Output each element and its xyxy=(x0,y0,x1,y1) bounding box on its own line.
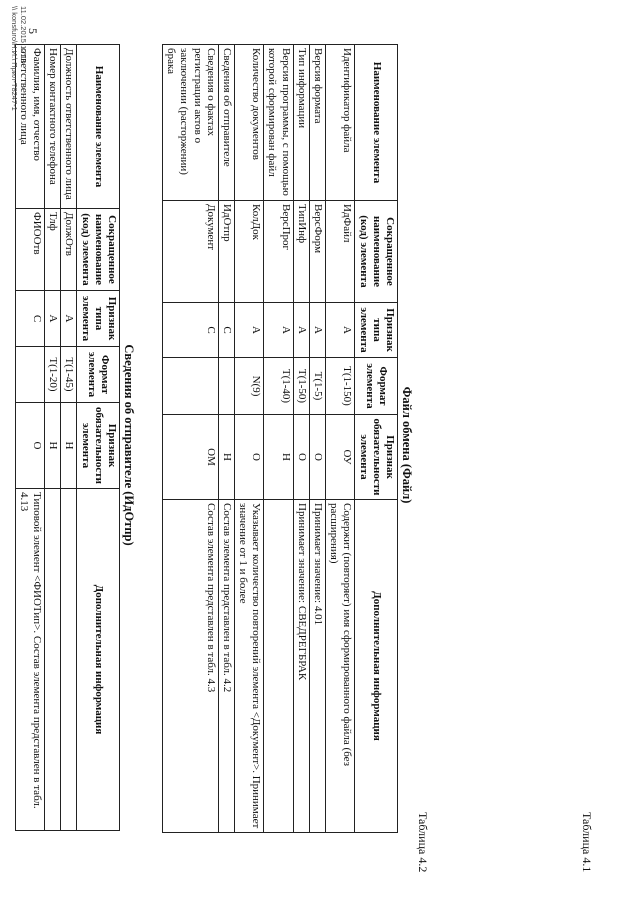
table-row xyxy=(293,45,309,833)
cell-code: ВерсПрог xyxy=(264,201,293,303)
cell-format: T(1-5) xyxy=(309,358,325,415)
cell-name: Количество документов xyxy=(234,45,263,201)
cell-info: Типовой элемент <ФИОТип>. Состав элемента представлен в табл. 4.13 xyxy=(15,489,44,831)
table-row xyxy=(326,45,355,833)
cell-info: Состав элемента представлен в табл. 4.3 xyxy=(163,500,219,833)
cell-name: Тип информации xyxy=(293,45,309,201)
cell-required: Н xyxy=(264,415,293,500)
header-name: Наименование элемента xyxy=(77,45,120,209)
table-header-row xyxy=(77,45,120,831)
table-4-1 xyxy=(162,44,398,833)
cell-info xyxy=(264,500,293,833)
cell-code: ИдОтпр xyxy=(218,201,234,303)
cell-code: ДолжОтв xyxy=(61,209,77,291)
cell-name: Должность ответственного лица xyxy=(61,45,77,209)
cell-name: Номер контактного телефона xyxy=(45,45,61,209)
header-type: Признак типа элемента xyxy=(355,303,398,358)
table-row xyxy=(15,45,44,831)
cell-info xyxy=(45,489,61,831)
cell-type: А xyxy=(309,303,325,358)
cell-required: Н xyxy=(45,403,61,489)
table-4-2-caption: Сведения об отправителе (ИдОтпр) xyxy=(122,344,136,546)
cell-name: Версия формата xyxy=(309,45,325,201)
cell-format xyxy=(218,358,234,415)
header-format: Формат элемента xyxy=(77,347,120,403)
header-code: Сокращенное наименование (код) элемента xyxy=(77,209,120,291)
cell-type: А xyxy=(293,303,309,358)
table-4-2-label: Таблица 4.2 xyxy=(416,812,430,873)
cell-required: О xyxy=(293,415,309,500)
page-number: 5 xyxy=(26,28,40,34)
table-row xyxy=(45,45,61,831)
print-footer xyxy=(10,6,28,111)
header-required: Признак обязательности элемента xyxy=(355,415,398,500)
cell-info: Принимает значение: 4.01 xyxy=(309,500,325,833)
cell-code: КолДок xyxy=(234,201,263,303)
table-row xyxy=(218,45,234,833)
cell-format: T(1-50) xyxy=(293,358,309,415)
cell-code: ВерсФорм xyxy=(309,201,325,303)
cell-info: Содержит (повторяет) имя сформированного файла (без расширения) xyxy=(326,500,355,833)
header-name: Наименование элемента xyxy=(355,45,398,201)
cell-type: А xyxy=(326,303,355,358)
cell-format: N(9) xyxy=(234,358,263,415)
header-required: Признак обязательности элемента xyxy=(77,403,120,489)
table-4-1-label: Таблица 4.1 xyxy=(580,812,594,873)
cell-name: Сведения о фактах регистрации актов о заключении (расторжении) брака xyxy=(163,45,219,201)
cell-required: ОУ xyxy=(326,415,355,500)
cell-type: А xyxy=(234,303,263,358)
cell-code: Документ xyxy=(163,201,219,303)
cell-code: ТипИнф xyxy=(293,201,309,303)
cell-name: Фамилия, имя, отчество ответственного лица xyxy=(15,45,44,209)
cell-info: Состав элемента представлен в табл. 4.2 xyxy=(218,500,234,833)
cell-code: Тлф xyxy=(45,209,61,291)
cell-info: Указывает количество повторений элемента <Документ>. Принимает значение от 1 и более xyxy=(234,500,263,833)
cell-name: Идентификатор файла xyxy=(326,45,355,201)
table-row xyxy=(61,45,77,831)
header-type: Признак типа элемента xyxy=(77,291,120,347)
cell-format: T(1-150) xyxy=(326,358,355,415)
cell-type: С xyxy=(163,303,219,358)
cell-info xyxy=(61,489,77,831)
cell-code: ФИООтв xyxy=(15,209,44,291)
table-header-row xyxy=(355,45,398,833)
cell-required: О xyxy=(15,403,44,489)
cell-format xyxy=(163,358,219,415)
cell-required: Н xyxy=(61,403,77,489)
footer-timestamp: 11.02.2015 12:11 xyxy=(19,6,28,64)
footer-file-path: \\ konsfuro\Н.И.\ Прил-Т8247-1 xyxy=(10,6,19,111)
cell-format xyxy=(15,347,44,403)
cell-type: С xyxy=(218,303,234,358)
cell-name: Версия программы, с помощью которой сформирован файл xyxy=(264,45,293,201)
cell-info: Принимает значение: СВЕДРЕГБРАК xyxy=(293,500,309,833)
cell-format: T(1-40) xyxy=(264,358,293,415)
cell-format: T(1-20) xyxy=(45,347,61,403)
cell-type: А xyxy=(61,291,77,347)
table-4-1-caption: Файл обмена (Файл) xyxy=(400,386,414,504)
header-info: Дополнительная информация xyxy=(355,500,398,833)
cell-name: Сведения об отправителе xyxy=(218,45,234,201)
cell-required: Н xyxy=(218,415,234,500)
header-info: Дополнительная информация xyxy=(77,489,120,831)
cell-code: ИдФайл xyxy=(326,201,355,303)
table-row xyxy=(163,45,219,833)
cell-type: А xyxy=(264,303,293,358)
cell-required: ОМ xyxy=(163,415,219,500)
table-4-2 xyxy=(15,44,120,831)
cell-required: О xyxy=(234,415,263,500)
header-code: Сокращенное наименование (код) элемента xyxy=(355,201,398,303)
header-format: Формат элемента xyxy=(355,358,398,415)
table-row xyxy=(234,45,263,833)
table-row xyxy=(309,45,325,833)
cell-format: T(1-45) xyxy=(61,347,77,403)
cell-type: С xyxy=(15,291,44,347)
cell-required: О xyxy=(309,415,325,500)
cell-type: А xyxy=(45,291,61,347)
table-row xyxy=(264,45,293,833)
